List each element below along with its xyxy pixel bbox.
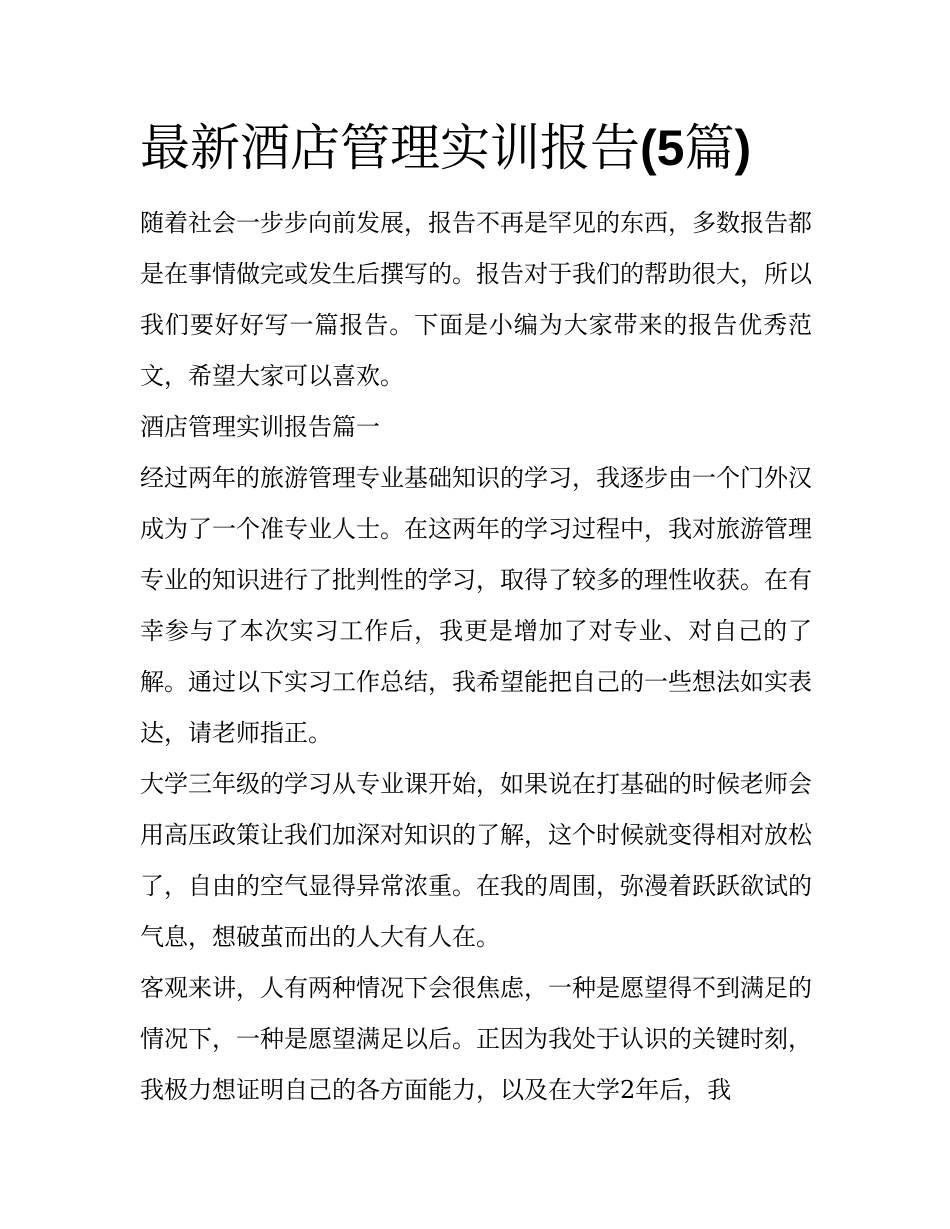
title-suffix: 篇 <box>684 119 735 177</box>
title-count: (5 <box>640 120 685 176</box>
section-heading: 酒店管理实训报告篇一 <box>140 413 380 441</box>
body-paragraph: 大学三年级的学习从专业课开始，如果说在打基础的时候老师会用高压政策让我们加深对知识的了解，这个时候就变得相对放松了，自由的空气显得异常浓重。在我的周围，弥漫着跃跃欲试的气息，想破茧而出的人大有人在。 <box>140 770 812 951</box>
intro-paragraph: 随着社会一步步向前发展，报告不再是罕见的东西，多数报告都是在事情做完或发生后撰写的。报告对于我们的帮助很大，所以我们要好好写一篇报告。下面是小编为大家带来的报告优秀范文，希望大家可以喜欢。 <box>140 209 812 390</box>
body-paragraph: 经过两年的旅游管理专业基础知识的学习，我逐步由一个门外汉成为了一个准专业人士。在这两年的学习过程中，我对旅游管理专业的知识进行了批判性的学习，取得了较多的理性收获。在有幸参与了本次实习工作后，我更是增加了对专业、对自己的了解。通过以下实习工作总结，我希望能把自己的一些想法如实表达，请老师指正。 <box>140 464 812 747</box>
title-close: ) <box>734 120 752 176</box>
document-title <box>140 118 840 178</box>
document-body <box>140 198 812 1116</box>
title-main: 最新酒店管理实训报告 <box>140 119 640 177</box>
body-paragraph: 客观来讲，人有两种情况下会很焦虑，一种是愿望得不到满足的情况下，一种是愿望满足以后。正因为我处于认识的关键时刻，我极力想证明自己的各方面能力，以及在大学2年后，我 <box>140 974 812 1104</box>
